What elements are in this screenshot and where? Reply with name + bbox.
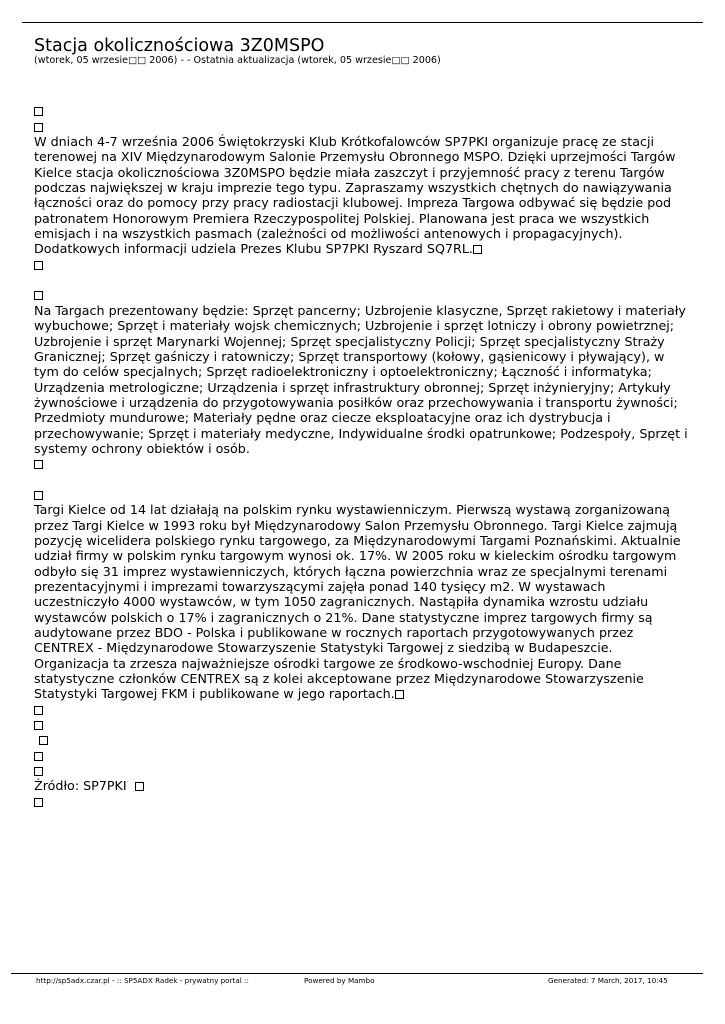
missing-glyph-box [34,103,690,118]
missing-glyph-box [34,748,690,763]
missing-glyph-box [34,732,690,747]
spacer [34,88,690,103]
page-title: Stacja okolicznościowa 3Z0MSPO [34,36,325,56]
spacer [34,472,690,487]
article-paragraph: W dniach 4-7 września 2006 Świętokrzyski Klub Krótkofalowców SP7PKI organizuje pracę ze stacji terenowej na XIV Międzynarodowym Salonie Przemysłu Obronnego MSPO. Dzięki uprzejmości Targów Kielce stacja okolicznościowa 3Z0MSPO będzie miała zaszczyt i przyjemność pracy z terenu Targów podczas największej w kraju imprezie tego typu. Zapraszamy wszystkich chętnych do nawiązywania łączności oraz do pomocy przy pracy radiostacji klubowej. Impreza Targowa odbywać się będzie pod patronatem Honorowym Premiera Rzeczypospolitej Polskiej. Planowana jest praca we wszystkich emisjach i na wszystkich pasmach (zależności od możliwości antenowych i propagacyjnych). Dodatkowych informacji udziela Prezes Klubu SP7PKI Ryszard SQ7RL. [34,134,676,257]
footer-powered-by: Powered by Mambo [304,976,375,985]
article-paragraph: Na Targach prezentowany będzie: Sprzęt pancerny; Uzbrojenie klasyczne, Sprzęt rakietowy i materiały wybuchowe; Sprzęt i materiały wojsk chemicznych; Uzbrojenie i sprzęt lotniczy i obrony powietrznej; Uzbrojenie i sprzęt Marynarki Wojennej; Sprzęt specjalistyczny Policji; Sprzęt specjalistyczny Straży Granicznej; Sprzęt gaśniczy i ratowniczy; Sprzęt transportowy (kołowy, gąsienicowy i pływający), w tym do celów specjalnych; Sprzęt radioelektroniczny i optoelektroniczny; Łączność i informatyka; Urządzenia metrologiczne; Urządzenia i sprzęt infrastruktury obronnej; Sprzęt inżynieryjny; Artykuły żywnościowe i urządzenia do przygotowywania posiłków oraz przechowywania i transportu żywności; Przedmioty mundurowe; Materiały pędne oraz ciecze eksploatacyjne oraz ich dystrybucja i przechowywanie; Sprzęt i materiały medyczne, Indywidualne środki opatrunkowe; Podzespoły, Sprzęt i systemy ochrony obiektów i osób. [34,302,688,456]
footer-site-url: http://sp5adx.czar.pl - :: SP5ADX Radek - prywatny portal :: [36,976,249,985]
article-paragraph: Targi Kielce od 14 lat działają na polskim rynku wystawienniczym. Pierwszą wystawą zorganizowaną przez Targi Kielce w 1993 roku był Międzynarodowy Salon Przemysłu Obronnego. Targi Kielce zajmują pozycję wicelidera polskiego rynku targowego, za Międzynarodowymi Targami Poznańskimi. Aktualnie udział firmy w polskim rynku targowym wynosi ok. 17%. W 2005 roku w kieleckim ośrodku targowym odbyło się 31 imprez wystawienniczych, których łączna powierzchnia wraz ze specjalnymi terenami prezentacyjnymi i imprezami towarzyszącymi zajęła ponad 140 tysięcy m2. W wystawach uczestniczyło 4000 wystawców, w tym 1050 zagranicznych. Nastąpiła dynamika wzrostu udziału wystawców polskich o 17% i zagranicznych o 21%. Dane statystyczne imprez targowych firmy są audytowane przez BDO - Polska i publikowane w rocznych raportach przygotowywanych przez CENTREX - Międzynarodowe Stowarzyszenie Statystyki Targowej z siedzibą w Budapeszcie. Organizacja ta zrzesza najważniejsze ośrodki targowe ze środkowo-wschodniej Europy. Dane statystyczne członków CENTREX są z kolei akceptowane przez Międzynarodowe Stowarzyszenie Statystyki Targowej FKM i publikowane w jego raportach. [34,502,681,702]
missing-glyph-box [34,257,690,272]
missing-glyph-box [34,763,690,778]
article-date-meta: (wtorek, 05 wrzesie□□ 2006) - - Ostatnia aktualizacja (wtorek, 05 wrzesie□□ 2006) [34,55,441,66]
missing-glyph-box [34,487,690,502]
missing-glyph-box [34,717,690,732]
article-source: Źródło: SP7PKI [34,778,690,793]
footer-generated-date: Generated: 7 March, 2017, 10:45 [548,976,668,985]
footer-divider [11,973,703,974]
top-divider [22,22,703,23]
missing-glyph-box [34,119,690,134]
missing-glyph-box [34,794,690,809]
missing-glyph-box [34,287,690,302]
missing-glyph-box [473,245,482,254]
missing-glyph-box [34,456,690,471]
spacer [34,272,690,287]
missing-glyph-box [34,702,690,717]
article-body [34,88,690,809]
missing-glyph-box [395,690,404,699]
